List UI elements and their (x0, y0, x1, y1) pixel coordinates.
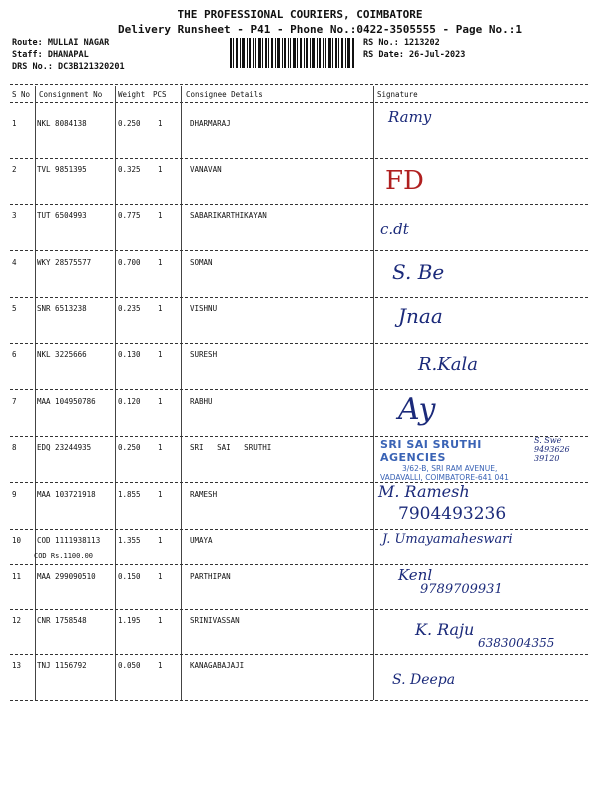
row-consignment: MAA 104950786 (37, 397, 96, 406)
row-divider (10, 158, 588, 159)
header-sno: S No (12, 90, 31, 99)
signature: Ay (398, 392, 436, 427)
column-divider (35, 86, 36, 700)
row-pcs: 1 (158, 304, 163, 313)
drs-number: DRS No.: DC3B121320201 (12, 62, 125, 72)
row-divider (10, 204, 588, 205)
row-consignment: TNJ 1156792 (37, 661, 87, 670)
row-sno: 8 (12, 443, 17, 452)
column-divider (115, 86, 116, 700)
signature: Jnaa (398, 304, 443, 328)
rs-number: RS No.: 1213202 (363, 38, 440, 48)
signature: 6383004355 (478, 636, 555, 650)
row-divider (10, 564, 588, 565)
row-sno: 7 (12, 397, 17, 406)
stamp-name: SRI SAI SRUTHI AGENCIES (380, 438, 482, 464)
row-consignee: PARTHIPAN (190, 572, 231, 581)
row-pcs: 1 (158, 661, 163, 670)
row-consignment: NKL 3225666 (37, 350, 87, 359)
row-consignee: SRINIVASSAN (190, 616, 240, 625)
row-pcs: 1 (158, 350, 163, 359)
header-signature: Signature (377, 90, 418, 99)
row-consignee: SURESH (190, 350, 218, 359)
row-weight: 0.700 (118, 258, 141, 267)
signature: R.Kala (418, 354, 478, 375)
row-pcs: 1 (158, 616, 163, 625)
row-consignment: TUT 6504993 (37, 211, 87, 220)
row-divider (10, 529, 588, 530)
row-consignment: WKY 28575577 (37, 258, 92, 267)
column-divider (373, 86, 374, 700)
row-consignee: KANAGABAJAJI (190, 661, 245, 670)
row-consignee: DHARMARAJ (190, 119, 231, 128)
header-pcs: PCS (153, 90, 167, 99)
row-pcs: 1 (158, 165, 163, 174)
signature: K. Raju (415, 620, 475, 639)
row-weight: 0.120 (118, 397, 141, 406)
signature: Ramy (388, 108, 432, 126)
row-weight: 1.355 (118, 536, 141, 545)
signature: S. Be (392, 260, 445, 284)
header-consignee: Consignee Details (186, 90, 263, 99)
runsheet-title: Delivery Runsheet - P41 - Phone No.:0422-3505555 - Page No.:1 (118, 23, 522, 36)
row-weight: 0.775 (118, 211, 141, 220)
barcode (230, 38, 355, 68)
signature: S. Deepa (392, 672, 456, 688)
stamp-city: VADAVALLI, COIMBATORE-641 041 (380, 473, 509, 482)
row-divider (10, 343, 588, 344)
row-consignment: MAA 103721918 (37, 490, 96, 499)
signature: M. Ramesh (378, 482, 470, 501)
signature: J. Umayamaheswari (382, 532, 513, 547)
row-sno: 4 (12, 258, 17, 267)
header-top-rule (10, 84, 588, 85)
row-sno: 10 (12, 536, 22, 545)
row-pcs: 1 (158, 490, 163, 499)
rs-date: RS Date: 26-Jul-2023 (363, 50, 466, 60)
row-divider (10, 436, 588, 437)
row-consignee: VISHNU (190, 304, 218, 313)
row-divider (10, 389, 588, 390)
row-weight: 0.130 (118, 350, 141, 359)
row-consignee: UMAYA (190, 536, 213, 545)
row-consignment: COD 1111938113 (37, 536, 101, 545)
row-divider (10, 297, 588, 298)
signature: S. Swe 9493626 39120 (534, 436, 570, 463)
row-divider (10, 609, 588, 610)
row-consignment: EDQ 23244935 (37, 443, 92, 452)
header-consignment: Consignment No (39, 90, 103, 99)
row-divider (10, 654, 588, 655)
row-sno: 2 (12, 165, 17, 174)
row-sno: 11 (12, 572, 22, 581)
route-label: Route: MULLAI NAGAR (12, 38, 110, 48)
stamp-address: 3/62-B, SRI RAM AVENUE, (402, 464, 498, 473)
row-consignee: VANAVAN (190, 165, 222, 174)
agency-stamp (380, 438, 550, 482)
header-bottom-rule (10, 102, 588, 103)
row-consignment: NKL 8084138 (37, 119, 87, 128)
row-pcs: 1 (158, 258, 163, 267)
row-pcs: 1 (158, 397, 163, 406)
header-weight: Weight (118, 90, 146, 99)
row-consignment: MAA 299090510 (37, 572, 96, 581)
row-weight: 1.195 (118, 616, 141, 625)
row-weight: 0.250 (118, 443, 141, 452)
row-sno: 13 (12, 661, 22, 670)
signature: FD (385, 166, 424, 196)
signature: 7904493236 (398, 504, 507, 524)
row-pcs: 1 (158, 572, 163, 581)
row-divider (10, 250, 588, 251)
signature: c.dt (380, 220, 409, 238)
row-pcs: 1 (158, 211, 163, 220)
row-pcs: 1 (158, 119, 163, 128)
row-pcs: 1 (158, 536, 163, 545)
row-divider (10, 482, 588, 483)
row-consignment: TVL 9851395 (37, 165, 87, 174)
row-weight: 1.855 (118, 490, 141, 499)
staff-label: Staff: DHANAPAL (12, 50, 89, 60)
row-consignee: SOMAN (190, 258, 213, 267)
company-name: THE PROFESSIONAL COURIERS, COIMBATORE (177, 8, 423, 21)
row-consignment: CNR 1758548 (37, 616, 87, 625)
row-weight: 0.325 (118, 165, 141, 174)
signature: 9789709931 (420, 582, 503, 597)
row-weight: 0.235 (118, 304, 141, 313)
row-weight: 0.050 (118, 661, 141, 670)
row-consignee: RABHU (190, 397, 213, 406)
row-sno: 12 (12, 616, 22, 625)
row-sno: 3 (12, 211, 17, 220)
row-consignee: SRI SAI SRUTHI (190, 443, 272, 452)
row-weight: 0.150 (118, 572, 141, 581)
row-sno: 9 (12, 490, 17, 499)
row-sno: 5 (12, 304, 17, 313)
row-weight: 0.250 (118, 119, 141, 128)
row-pcs: 1 (158, 443, 163, 452)
cod-amount: COD Rs.1100.00 (34, 552, 94, 560)
row-sno: 1 (12, 119, 17, 128)
row-divider (10, 700, 588, 701)
column-divider (181, 86, 182, 700)
row-consignee: RAMESH (190, 490, 218, 499)
row-consignee: SABARIKARTHIKAYAN (190, 211, 267, 220)
row-consignment: SNR 6513238 (37, 304, 87, 313)
row-sno: 6 (12, 350, 17, 359)
signature: Kenl (398, 566, 433, 584)
